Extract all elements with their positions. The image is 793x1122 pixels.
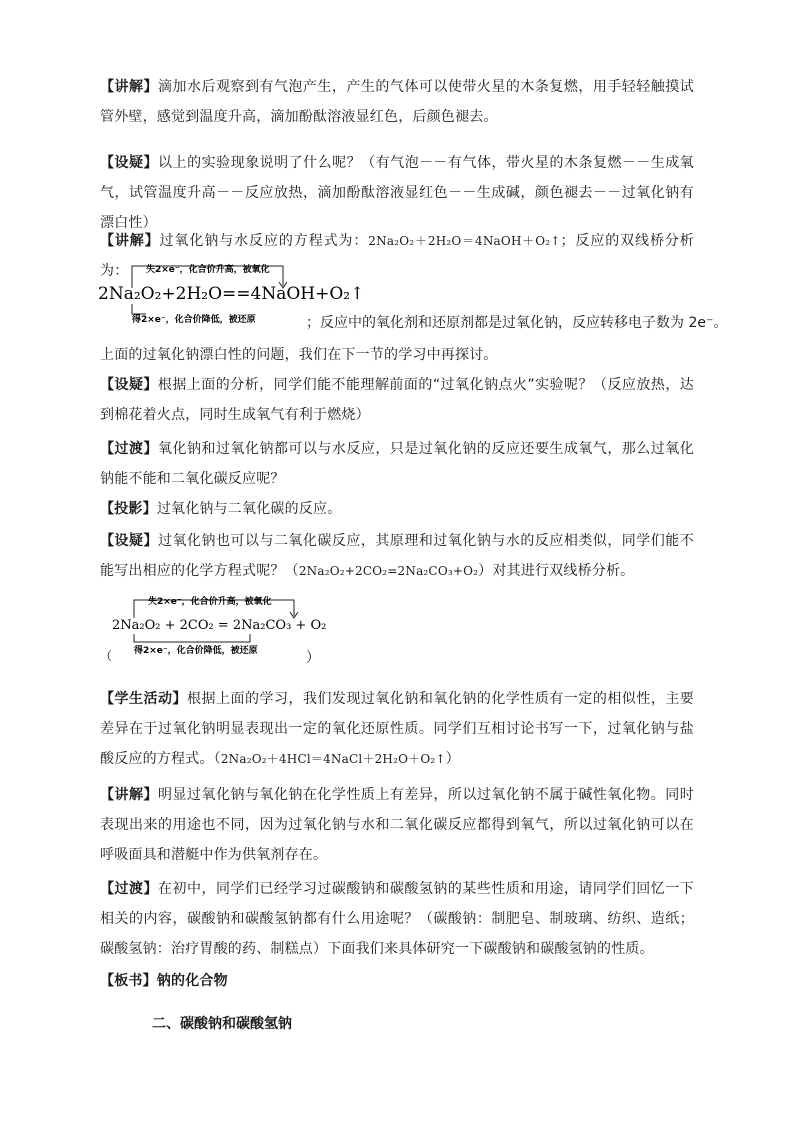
paragraph-text: 在初中，同学们已经学习过碳酸钠和碳酸氢钠的某些性质和用途，请同学们回忆一下相关的内容，碳酸钠和碳酸氢钠都有什么用途呢？（碳酸钠：制肥皂、制玻璃、纺织、造纸；碳酸氢钠：治疗胃酸的药、制糕点）下面我们来具体研究一下碳酸钠和碳酸氢钠的性质。 [100, 881, 694, 957]
double-bridge-diagram-co2 [100, 592, 330, 662]
section-tag: 【投影】 [100, 501, 157, 517]
equation-text: 2Na₂O₂+2H₂O==4NaOH+O₂↑ [98, 284, 365, 304]
section-tag: 【设疑】 [100, 377, 158, 393]
paragraph-question-1 [100, 148, 694, 238]
paragraph-transition-1 [100, 434, 694, 494]
section-heading: 二、碳酸钠和碳酸氢钠 [152, 1016, 292, 1032]
paragraph-text: 上面的过氧化钠漂白性的问题，我们在下一节的学习中再探讨。 [100, 347, 498, 363]
reduction-bridge [132, 304, 146, 314]
paragraph-projection [100, 494, 694, 524]
paragraph-text: 根据上面的学习，我们发现过氧化钠和氧化钠的化学性质有一定的相似性，主要差异在于过氧化钠明显表现出一定的氧化还原性质。同学们互相讨论书写一下，过氧化钠与盐酸反应的方程式。（ [100, 691, 695, 767]
section-tag: 【学生活动】 [100, 691, 187, 707]
paragraph-student-activity [100, 684, 694, 774]
paragraph-diagram-tail [306, 313, 727, 333]
paragraph-text: ） [445, 751, 460, 767]
paragraph-text: ；反应的双线桥分析为： [100, 233, 694, 279]
section-tag: 【讲解】 [100, 787, 158, 803]
section-tag: 【讲解】 [100, 79, 158, 95]
paragraph-text: ）对其进行双线桥分析。 [478, 563, 635, 579]
paragraph-question-3 [100, 526, 694, 586]
equation-text: 2Na₂O₂ + 2CO₂ = 2Na₂CO₃ + O₂ [112, 618, 327, 633]
reduction-label: 得2×e⁻，化合价降低，被还原 [132, 315, 256, 325]
section-tag: 【讲解】 [100, 233, 160, 249]
board-title: 钠的化合物 [156, 973, 228, 989]
paragraph-transition-2 [100, 874, 694, 964]
paragraph-text: 过氧化钠也可以与二氧化碳反应，其原理和过氧化钠与水的反应相类似，同学们能不能写出相应的化学方程式呢？（ [100, 533, 694, 579]
open-paren: （ [100, 649, 113, 663]
section-tag: 【设疑】 [100, 533, 158, 549]
paragraph-board [100, 966, 694, 996]
paragraph-text: 根据上面的分析，同学们能不能理解前面的“过氧化钠点火”实验呢？（反应放热，达到棉花着火点，同时生成氧气有利于燃烧） [100, 377, 694, 423]
paragraph-text: ；反应中的氧化剂和还原剂都是过氧化钠，反应转移电子数为 2e⁻。 [306, 315, 728, 331]
reduction-bridge [134, 634, 250, 642]
equation-inline: 2Na₂O₂＋4HCl＝4NaCl＋2H₂O＋O₂↑ [220, 752, 446, 766]
paragraph-text: 过氧化钠与水反应的方程式为： [159, 233, 369, 249]
diagram-svg [98, 258, 365, 325]
paragraph-explain-3 [100, 780, 694, 870]
reduction-label: 得2×e⁻，化合价降低，被还原 [134, 646, 258, 656]
paragraph-text: 以上的实验现象说明了什么呢？（有气泡－－有气体，带火星的木条复燃－－生成氧气，试管温度升高－－反应放热，滴加酚酞溶液显红色－－生成碱，颜色褪去－－过氧化钠有漂白性） [100, 155, 694, 231]
oxidation-label: 失2×e⁻，化合价升高，被氧化 [148, 597, 272, 607]
paragraph-text: 明显过氧化钠与氧化钠在化学性质上有差异，所以过氧化钠不属于碱性氧化物。同时表现出来的用途也不同，因为过氧化钠与水和二氧化碳反应都得到氧气，所以过氧化钠可以在呼吸面具和潜艇中作为供氧剂存在。 [100, 787, 694, 863]
oxidation-label: 失2×e⁻，化合价升高，被氧化 [146, 265, 270, 275]
equation-inline: 2Na₂O₂＋2H₂O＝4NaOH＋O₂↑ [368, 234, 561, 248]
equation-inline: 2Na₂O₂+2CO₂=2Na₂CO₃+O₂ [298, 564, 479, 578]
paragraph-text: 氧化钠和过氧化钠都可以与水反应，只是过氧化钠的反应还要生成氧气，那么过氧化钠能不能和二氧化碳反应呢？ [100, 441, 694, 487]
section-tag: 【过渡】 [100, 441, 158, 457]
section-tag: 【设疑】 [100, 155, 159, 171]
section-tag: 【过渡】 [100, 881, 158, 897]
paragraph-question-2 [100, 370, 694, 430]
close-paren: ） [306, 650, 320, 666]
paragraph-followup [100, 340, 694, 370]
diagram-svg [100, 592, 330, 662]
paragraph-explain-1 [100, 72, 694, 132]
paragraph-text: 过氧化钠与二氧化碳的反应。 [156, 501, 342, 517]
double-bridge-diagram-water [98, 258, 365, 325]
section-tag: 【板书】 [100, 973, 157, 989]
paragraph-text: 滴加水后观察到有气泡产生，产生的气体可以使带火星的木条复燃，用手轻轻触摸试管外壁，感觉到温度升高，滴加酚酞溶液显红色，后颜色褪去。 [100, 79, 694, 125]
diagram-close-paren [306, 648, 320, 668]
